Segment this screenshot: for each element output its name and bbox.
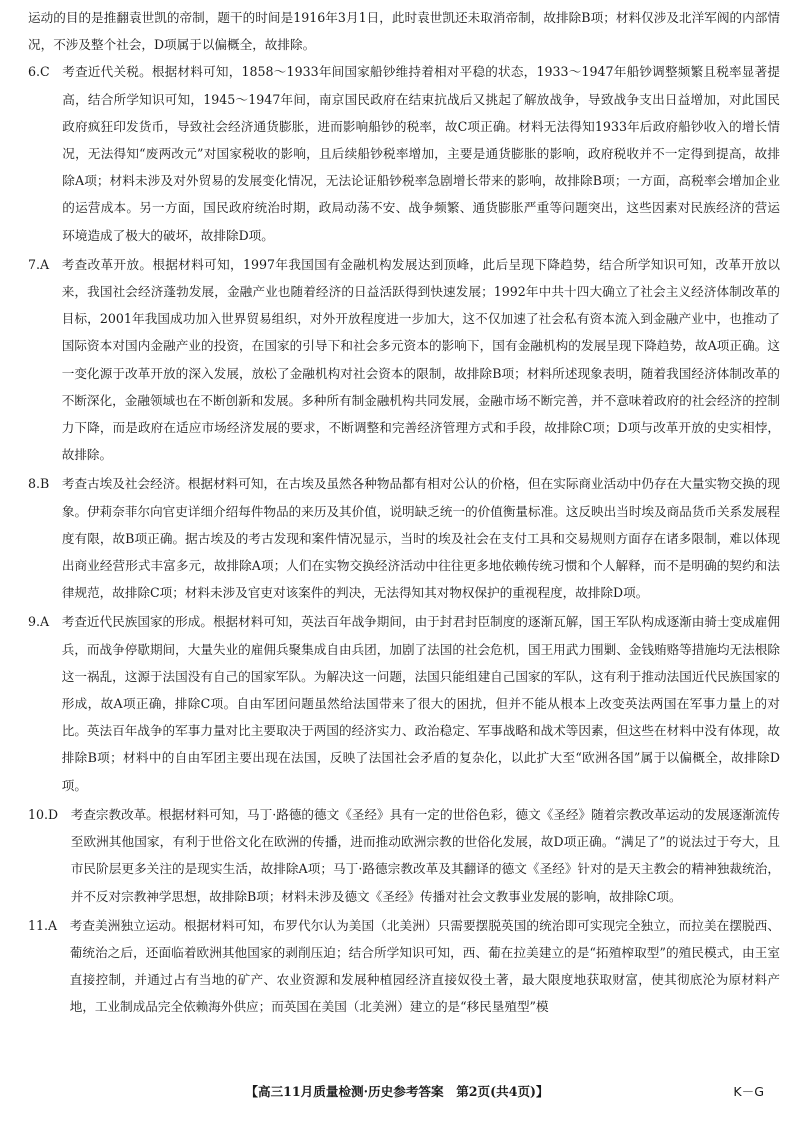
answer-item-10 <box>28 801 780 910</box>
item-number: 11.A <box>28 917 58 933</box>
item-text: 考查改革开放。根据材料可知，1997年我国国有金融机构发展达到顶峰，此后呈现下降趋势，结合所学知识可知，改革开放以来，我国社会经济蓬勃发展，金融产业也随着经济的日益活跃得到快速发展；1992年中共十四大确立了社会主义经济体制改革的目标，2001年我国成功加入世界贸易组织，对外开放程度进一步加大，这不仅加速了社会私有资本流入到金融产业中，也推动了国际资本对国内金融产业的投资，在国家的引导下和社会多元资本的影响下，国有金融机构的发展呈现下降趋势，故A项正确。这一变化源于改革开放的深入发展，放松了金融机构对社会资本的限制，故排除B项；材料所述现象表明，随着我国经济体制改革的不断深化，金融领域也在不断创新和发展。多种所有制金融机构共同发展，金融市场不断完善，并不意味着政府的社会经济的控制力下降，而是政府在适应市场经济发展的要求，不断调整和完善经济管理方式和手段，故排除C项；D项与改革开放的史实相悖，故排除。 <box>61 256 780 463</box>
page-footer <box>0 1080 794 1104</box>
intro-paragraph: 运动的目的是推翻袁世凯的帝制，题干的时间是1916年3月1日，此时袁世凯还未取消帝制，故排除B项；材料仅涉及北洋军阀的内部情况，不涉及整个社会，D项属于以偏概全，故排除。 <box>28 10 780 53</box>
answer-item-8 <box>28 470 780 606</box>
answer-item-6 <box>28 58 780 248</box>
item-number: 9.A <box>28 614 50 630</box>
item-number: 6.C <box>28 64 50 80</box>
item-text: 考查古埃及社会经济。根据材料可知，在古埃及虽然各种物品都有相对公认的价格，但在实际商业活动中仍存在大量实物交换的现象。伊莉奈菲尔向官吏详细介绍每件物品的来历及其价值，说明缺乏统一的价值衡量标准。这反映出当时埃及商品货币关系发展程度有限，故B项正确。据古埃及的考古发现和案件情况显示，当时的埃及社会在支付工具和交易规则方面存在诸多限制，难以体现出商业经营形式丰富多元，故排除A项；人们在实物交换经济活动中往往更多地依赖传统习惯和个人解释，而不是明确的契约和法律规范，故排除C项；材料未涉及官吏对该案件的判决，无法得知其对物权保护的重视程度，故排除D项。 <box>61 476 780 601</box>
item-number: 10.D <box>28 806 59 822</box>
answer-page <box>28 4 780 1021</box>
answer-item-11 <box>28 912 780 1021</box>
answer-item-9 <box>28 608 780 798</box>
item-text: 考查近代关税。根据材料可知，1858～1933年间国家船钞维持着相对平稳的状态，1933～1947年船钞调整频繁且税率显著提高，结合所学知识可知，1945～1947年间，南京国民政府在结束抗战后又挑起了解放战争，导致战争支出日益增加，对此国民政府疯狂印发货币，导致社会经济通货膨胀，进而影响船钞的税率，故C项正确。材料无法得知1933年后政府船钞收入的增长情况，无法得知“废两改元”对国家税收的影响，且后续船钞税率增加，主要是通货膨胀的影响，政府税收并不一定得到提高，故排除A项；材料未涉及对外贸易的发展变化情况，无法论证船钞税率急剧增长带来的影响，故排除B项；一方面，高税率会增加企业的运营成本。另一方面，国民政府统治时期，政局动荡不安、战争频繁、通货膨胀严重等问题突出，这些因素对民族经济的营运环境造成了极大的破坏，故排除D项。 <box>62 64 780 243</box>
item-text: 考查近代民族国家的形成。根据材料可知，英法百年战争期间，由于封君封臣制度的逐渐瓦解，国王军队构成逐渐由骑士变成雇佣兵，而战争停歇期间，大量失业的雇佣兵聚集成自由兵团，加剧了法国的社会危机，国王用武力围剿、金钱贿赂等措施均无法根除这一祸乱，这源于法国没有自己的国家军队。为解决这一问题，法国只能组建自己国家的军队，这有利于推动法国近代民族国家的形成，故A项正确，排除C项。自由军团问题虽然给法国带来了很大的困扰，但并不能从根本上改变英法两国在军事力量上的对比。英法百年战争的军事力量对比主要取决于两国的经济实力、政治稳定、军事战略和战术等因素，但这些在材料中没有体现，故排除B项；材料中的自由军团主要出现在法国，反映了法国社会矛盾的复杂化，以此扩大至“欧洲各国”属于以偏概全，故排除D项。 <box>61 614 780 793</box>
item-number: 7.A <box>28 256 50 272</box>
item-text: 考查美洲独立运动。根据材料可知，布罗代尔认为美国（北美洲）只需要摆脱英国的统治即可实现完全独立，而拉美在摆脱西、葡统治之后，还面临着欧洲其他国家的剥削压迫；结合所学知识可知，西、葡在拉美建立的是“拓殖榨取型”的殖民模式，由王室直接控制，并通过占有当地的矿产、农业资源和发展种植园经济直接奴役土著，最大限度地获取财富，使其彻底沦为原材料产地，工业制成品完全依赖海外供应；而英国在美国（北美洲）建立的是“移民垦殖型”模 <box>69 917 780 1015</box>
footer-code: K－G <box>733 1084 764 1099</box>
answer-item-7 <box>28 251 780 469</box>
item-number: 8.B <box>28 476 50 492</box>
footer-title: 【高三11月质量检测·历史参考答案 第2页(共4页)】 <box>245 1084 549 1099</box>
item-text: 考查宗教改革。根据材料可知，马丁·路德的德文《圣经》具有一定的世俗色彩，德文《圣经》随着宗教改革运动的发展逐渐流传至欧洲其他国家，有利于世俗文化在欧洲的传播，进而推动欧洲宗教的世俗化发展，故D项正确。“满足了”的说法过于夸大，且市民阶层更多关注的是现实生活，故排除A项；马丁·路德宗教改革及其翻译的德文《圣经》针对的是天主教会的精神独裁统治，并不反对宗教神学思想，故排除B项；材料未涉及德文《圣经》传播对社会文教事业发展的影响，故排除C项。 <box>70 806 780 904</box>
